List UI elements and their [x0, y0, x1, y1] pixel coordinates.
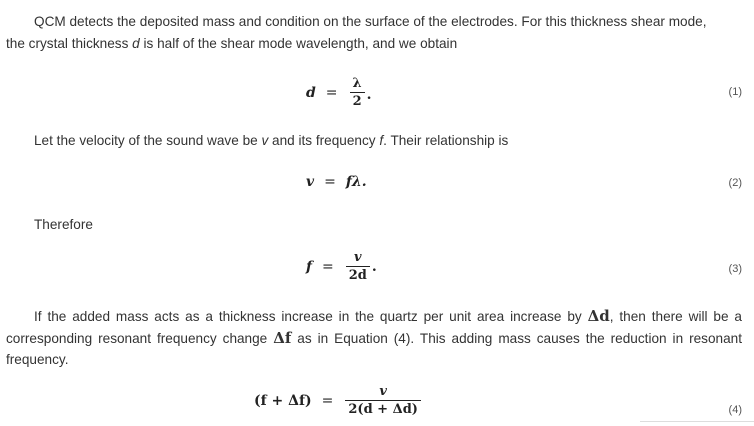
equation-4	[0, 382, 754, 424]
equation-number: (4)	[728, 404, 742, 416]
equation-lhs: f	[306, 258, 313, 275]
numerator: v	[354, 250, 362, 265]
paragraph-text: QCM detects the deposited mass and condition on the surface of the electrodes. For this thickness shear mode,	[34, 14, 707, 29]
variable: f	[379, 133, 384, 148]
equals-sign: =	[324, 174, 336, 190]
delta-symbol: Δf	[273, 328, 292, 347]
equation-1	[0, 72, 754, 116]
equation-number: (3)	[728, 263, 742, 275]
paragraph-therefore	[6, 214, 742, 236]
variable: v	[261, 133, 269, 148]
paragraph-text: and its frequency	[268, 133, 380, 148]
delta-symbol: Δd	[587, 307, 610, 325]
paragraph-text: , then there will be a corresponding resonant frequency change	[6, 309, 742, 346]
equals-sign: =	[322, 258, 334, 275]
paragraph-text: is half of the shear mode wavelength, and we obtain	[139, 35, 458, 51]
equals-sign: =	[325, 84, 338, 101]
equation-3	[0, 248, 754, 292]
equation-tail: .	[366, 87, 372, 103]
equals-sign: =	[321, 392, 334, 409]
equation-rhs: fλ.	[345, 174, 367, 190]
fraction	[350, 76, 365, 109]
numerator: v	[379, 384, 387, 399]
paragraph-text: Let the velocity of the sound wave be	[34, 133, 262, 148]
paragraph-velocity	[6, 130, 742, 152]
denominator: 2	[350, 92, 365, 109]
paragraph-text: If the added mass acts as a thickness increase in the quartz per unit area increase by	[34, 309, 588, 324]
paragraph-text: the crystal thickness	[6, 35, 133, 51]
equation-lhs: (f + Δf)	[254, 392, 312, 409]
paragraph-text: . Their relationship is	[383, 133, 509, 148]
denominator: 2(d + Δd)	[345, 400, 421, 417]
paragraph-text: as in Equation (4). This adding mass causes the reduction in resonant frequency.	[6, 330, 742, 367]
divider	[640, 421, 754, 422]
fraction	[345, 384, 421, 417]
paragraph-text: Therefore	[34, 217, 93, 232]
numerator: λ	[352, 76, 362, 91]
equation-lhs: v	[306, 174, 315, 190]
variable: d	[132, 35, 140, 51]
equation-tail: .	[371, 259, 377, 275]
paragraph-added-mass	[6, 306, 742, 371]
equation-number: (1)	[728, 86, 742, 98]
fraction	[346, 250, 370, 283]
paragraph-intro	[6, 11, 742, 54]
equation-number: (2)	[728, 177, 742, 189]
equation-lhs: d	[306, 84, 316, 101]
denominator: 2d	[346, 266, 370, 283]
equation-2	[0, 172, 754, 196]
